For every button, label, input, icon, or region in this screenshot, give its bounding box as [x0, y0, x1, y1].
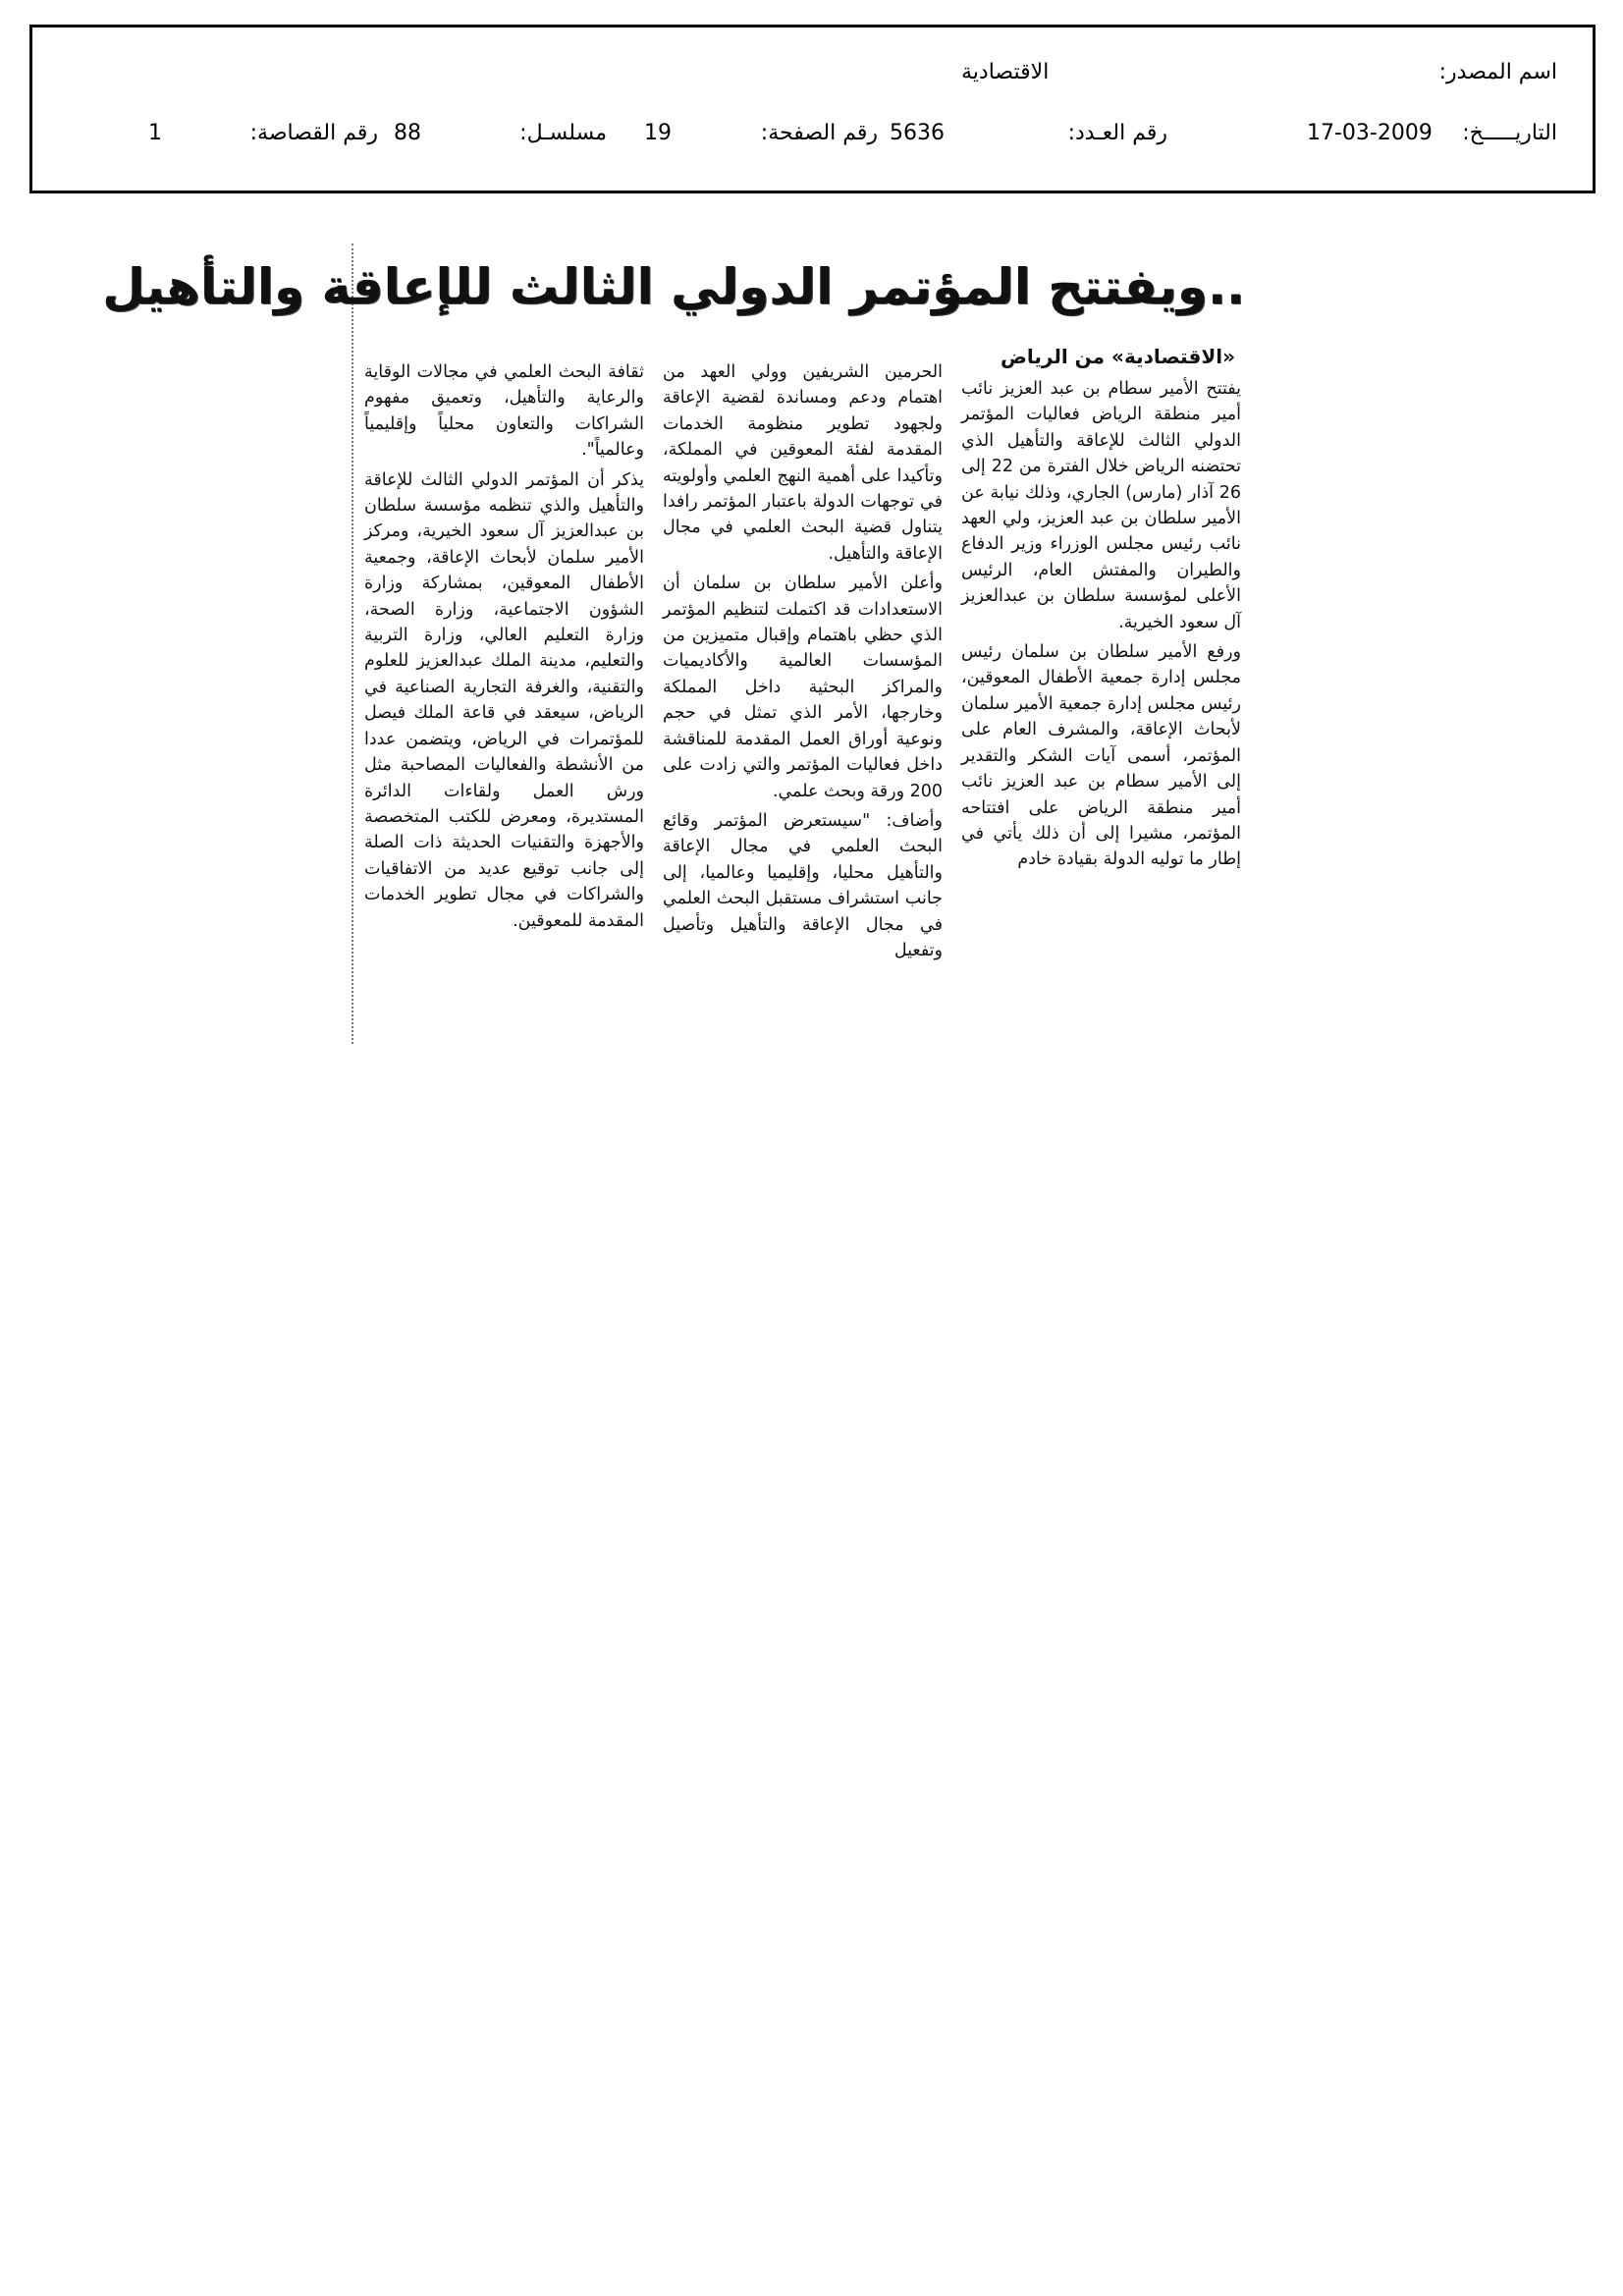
date-value: 17-03-2009 — [1307, 121, 1433, 145]
article-headline: ..ويفتتح المؤتمر الدولي الثالث للإعاقة والتأهيل — [102, 258, 1245, 315]
clipping-number-value: 1 — [148, 121, 162, 145]
paragraph: وأضاف: "سيستعرض المؤتمر وقائع البحث العلمي في مجال الإعاقة والتأهيل محليا، وإقليميا وعالميا، إلى جانب استشراف مستقبل البحث العلمي في مجال الإعاقة والتأهيل وتأصيل وتفعيل — [663, 810, 943, 960]
paragraph: يفتتح الأمير سطام بن عبد العزيز نائب أمير منطقة الرياض فعاليات المؤتمر الدولي الثالث للإعاقة والتأهيل الذي تحتضنه الرياض خلال الفترة من 22 إلى 26 آذار (مارس) الجاري، وذلك نيابة عن الأمير سلطان بن عبد العزيز، ولي العهد نائب رئيس مجلس الوزراء وزير الدفاع والطيران والمفتش العام، الرئيس الأعلى لمؤسسة سلطان بن عبدالعزيز آل سعود الخيرية. — [961, 379, 1241, 632]
paragraph: وأعلن الأمير سلطان بن سلمان أن الاستعدادات قد اكتملت لتنظيم المؤتمر الذي حظي باهتمام وإقبال متميزين من المؤسسات العالمية والأكاديميات والمراكز البحثية داخل المملكة وخارجها، الأمر الذي تمثل في حجم ونوعية أوراق العمل المقدمة للمناقشة داخل فعاليات المؤتمر والتي زادت على 200 ورقة وبحث علمي. — [663, 574, 943, 801]
paragraph: الحرمين الشريفين وولي العهد من اهتمام ودعم ومساندة لقضية الإعاقة ولجهود تطوير منظومة الخدمات المقدمة لفئة المعوقين في المملكة، وتأكيدا على أهمية النهج العلمي وأولويته في توجهات الدولة باعتبار المؤتمر رافدا يتناول قضية البحث العلمي في مجال الإعاقة والتأهيل. — [663, 362, 943, 564]
article-column-1 — [961, 376, 1241, 877]
serial-value: 88 — [394, 121, 421, 145]
date-label: التاريـــــخ: — [1462, 121, 1557, 145]
issue-number-value: 5636 — [890, 121, 945, 145]
clipping-cut-edge — [352, 244, 356, 1044]
paragraph: يذكر أن المؤتمر الدولي الثالث للإعاقة والتأهيل والذي تنظمه مؤسسة سلطان بن عبدالعزيز آل سعود الخيرية، ومركز الأمير سلمان لأبحاث الإعاقة، وجمعية الأطفال المعوقين، بمشاركة وزارة الشؤون الاجتماعية، وزارة الصحة، وزارة التعليم العالي، وزارة التربية والتعليم، مدينة الملك عبدالعزيز للعلوم والتقنية، والغرفة التجارية الصناعية في الرياض، سيعقد في قاعة الملك فيصل للمؤتمرات في الرياض، ويتضمن عددا من الأنشطة والفعاليات المصاحبة مثل ورش العمل ولقاءات الدائرة المستديرة، ومعرض للكتب المتخصصة والأجهزة والتقنيات الحديثة ذات الصلة إلى جانب توقيع عديد من الاتفاقيات والشراكات في مجال تطوير الخدمات المقدمة للمعوقين. — [364, 469, 644, 931]
page-number-label: رقم الصفحة: — [760, 121, 878, 145]
article-column-3 — [364, 359, 644, 938]
source-label: اسم المصدر: — [1438, 60, 1557, 84]
article-byline: «الاقتصادية» من الرياض — [1000, 345, 1235, 368]
page-number-value: 19 — [644, 121, 672, 145]
clipping-number-label: رقم القصاصة: — [249, 121, 378, 145]
paragraph: ثقافة البحث العلمي في مجالات الوقاية والرعاية والتأهيل، وتعميق مفهوم الشراكات والتعاون محلياً وإقليمياً وعالمياً". — [364, 362, 644, 461]
source-value: الاقتصادية — [961, 60, 1050, 84]
issue-number-label: رقم العـدد: — [1067, 121, 1167, 145]
paragraph: ورفع الأمير سلطان بن سلمان رئيس مجلس إدارة جمعية الأطفال المعوقين، رئيس مجلس إدارة جمعية الأمير سلمان لأبحاث الإعاقة، والمشرف العام على المؤتمر، أسمى آيات الشكر والتقدير إلى الأمير سطام بن عبد العزيز نائب أمير منطقة الرياض على افتتاحه المؤتمر، مشيرا إلى أن ذلك يأتي في إطار ما توليه الدولة بقيادة خادم — [961, 642, 1241, 870]
serial-label: مسلسـل: — [519, 121, 607, 145]
newspaper-clipping — [102, 244, 1255, 1044]
clipping-info-box — [29, 25, 1596, 193]
article-column-2 — [663, 359, 943, 967]
